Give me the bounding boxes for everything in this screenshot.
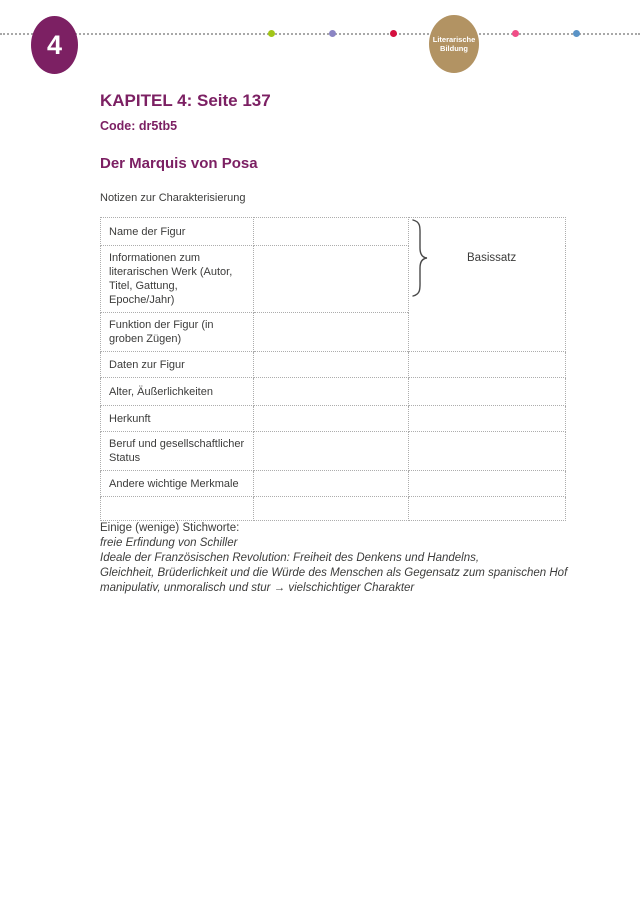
table-row [101,218,566,246]
fill-in-cell [254,432,409,471]
fill-in-cell [254,218,409,246]
fill-in-cell [409,471,566,497]
fill-in-cell [409,378,566,406]
basissatz-cell [409,218,566,352]
category-badge [429,15,479,73]
fill-in-cell [254,313,409,352]
decor-dot-violet [329,30,336,37]
keyword-notes [100,521,567,596]
row-label: Informationen zum literarischen Werk (Autor, Titel, Gattung, Epoche/Jahr) [101,246,254,313]
table-row [101,497,566,521]
decor-dot-pink [512,30,519,37]
page-title: KAPITEL 4: Seite 137 [100,91,271,110]
row-label: Beruf und gesellschaftlicher Status [101,432,254,471]
dotted-divider [0,33,640,35]
fill-in-cell [254,352,409,378]
table-caption: Notizen zur Charakterisierung [100,192,246,204]
fill-in-cell [254,246,409,313]
row-label: Daten zur Figur [101,352,254,378]
fill-in-cell [254,497,409,521]
basissatz-label: Basissatz [467,252,517,264]
fill-in-cell [254,378,409,406]
decor-dot-blue [573,30,580,37]
table-row [101,406,566,432]
category-badge-line1: Literarische [432,35,476,44]
chapter-number-badge [31,16,78,74]
table-row [101,471,566,497]
note-line: Gleichheit, Brüderlichkeit und die Würde des Menschen als Gegensatz zum spanischen Hof [100,567,568,579]
row-label: Alter, Äußerlichkeiten [101,378,254,406]
character-title: Der Marquis von Posa [100,155,258,172]
decor-dot-green [268,30,275,37]
row-label: Herkunft [101,406,254,432]
fill-in-cell [409,432,566,471]
page-code: Code: dr5tb5 [100,119,178,133]
fill-in-cell [409,352,566,378]
note-line: Ideale der Französischen Revolution: Freiheit des Denkens und Handelns, [100,552,480,564]
fill-in-cell [254,406,409,432]
chapter-number: 4 [46,29,63,60]
note-line: manipulativ, unmoralisch und stur → vielschichtiger Charakter [100,582,415,594]
table-row [101,352,566,378]
fill-in-cell [409,497,566,521]
fill-in-cell [409,406,566,432]
table-row [101,432,566,471]
decor-dot-red [390,30,397,37]
brace-icon [410,219,430,297]
row-label [101,497,254,521]
table-row [101,378,566,406]
fill-in-cell [254,471,409,497]
category-badge-line2: Bildung [440,44,468,53]
characterization-table [100,217,566,521]
row-label: Andere wichtige Merkmale [101,471,254,497]
row-label: Funktion der Figur (in groben Zügen) [101,313,254,352]
notes-heading: Einige (wenige) Stichworte: [100,522,240,534]
row-label: Name der Figur [101,218,254,246]
note-line: freie Erfindung von Schiller [100,537,238,549]
